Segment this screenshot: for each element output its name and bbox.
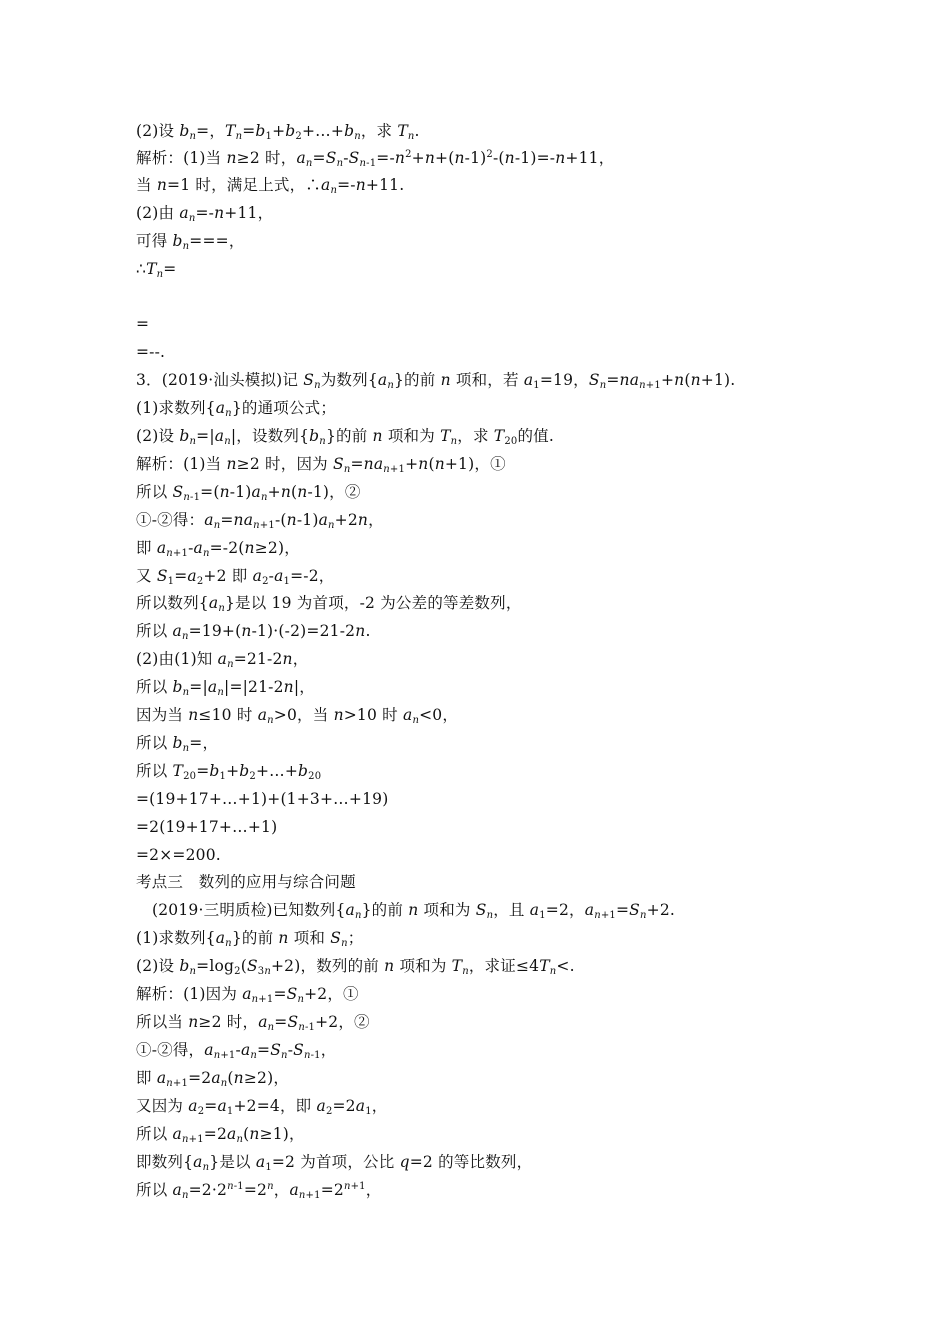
text-line: $\therefore T_n=$	[136, 260, 177, 280]
text-line: (1)求数列$\{a_n\}$的前 n 项和 $S_n$；	[136, 929, 364, 949]
text-line: (2)设 $b_n=|a_n|$，设数列$\{b_n\}$的前 n 项和为 $T_n$，求 $T_{20}$的值.	[136, 427, 554, 447]
text-line: 3．(2019·汕头模拟)记 $S_n$为数列$\{a_n\}$的前 n 项和，若 $a_1=19$，$S_n=na_{n+1}+n(n+1)$.	[136, 371, 736, 391]
text-line: 又因为 $a_2=a_1+2=4$，即 $a_2=2a_1$，	[136, 1097, 388, 1117]
text-line: 当 n=1 时，满足上式，$\therefore a_n=-n+11$.	[136, 176, 405, 196]
text-line: 所以 $b_n=$，	[136, 734, 219, 754]
text-line: 所以 $a_n=2\cdot 2^{n-1}=2^n$，$a_{n+1}=2^{n+1}$，	[136, 1181, 382, 1201]
text-line: 所以 $T_{20}=b_1+b_2+\dots+b_{20}$	[136, 762, 322, 782]
text-line: 所以 $a_n=19+(n-1)\cdot(-2)=21-2n$.	[136, 622, 371, 642]
text-line: (2019·三明质检)已知数列$\{a_n\}$的前 n 项和为 $S_n$，且 $a_1=2$，$a_{n+1}=S_n+2$.	[152, 901, 676, 921]
text-line: =--.	[136, 343, 166, 361]
text-line: =	[136, 315, 150, 333]
text-line: =2×=200.	[136, 846, 221, 864]
text-line: 解析：(1)当 n≥2 时，$a_n=S_n-S_{n-1}=-n^2+n+(n-1)^2-(n-1)=-n+11$，	[136, 149, 615, 169]
text-line: ①-②得：$a_n=na_{n+1}-(n-1)a_n+2n$，	[136, 511, 384, 531]
text-line: 即 $a_{n+1}=2a_n(n\ge 2)$，	[136, 1069, 290, 1089]
text-line: 解析：(1)因为 $a_{n+1}=S_n+2$，①	[136, 985, 359, 1005]
text-line: 因为当 n≤10 时 $a_n>0$，当 n>10 时 $a_n<0$，	[136, 706, 459, 726]
text-line: =2(19+17+…+1)	[136, 818, 278, 836]
text-line: 解析：(1)当 n≥2 时，因为 $S_n=na_{n+1}+n(n+1)$，①	[136, 455, 506, 475]
text-line: (2)由 $a_n=-n+11$，	[136, 204, 274, 224]
text-line: (1)求数列$\{a_n\}$的通项公式；	[136, 399, 337, 419]
text-line: 所以 $b_n=|a_n|=|21-2n|$，	[136, 678, 315, 698]
text-line: 所以 $S_{n-1}=(n-1)a_n+n(n-1)$，②	[136, 483, 361, 503]
text-line: =(19+17+…+1)+(1+3+…+19)	[136, 790, 389, 808]
text-line: 又 $S_1=a_2+2$ 即 $a_2-a_1=-2$，	[136, 567, 335, 587]
section-heading: 考点三 数列的应用与综合问题	[136, 873, 356, 891]
text-line: 所以 $a_{n+1}=2a_n(n\ge 1)$，	[136, 1125, 305, 1145]
text-line: 即 $a_{n+1}-a_n=-2(n\ge 2)$，	[136, 539, 300, 559]
text-line: (2)设 $b_n=$，$T_n=b_1+b_2+\dots+b_n$，求 $T_n$.	[136, 122, 420, 142]
text-line: 可得 $b_n===$，	[136, 232, 245, 252]
text-line: 所以当 n≥2 时，$a_n=S_{n-1}+2$，②	[136, 1013, 370, 1033]
text-line: 即数列$\{a_n\}$是以 $a_1=2$ 为首项，公比 q=2 的等比数列，	[136, 1153, 533, 1173]
text-line: (2)由(1)知 $a_n=21-2n$，	[136, 650, 309, 670]
text-line: ①-②得，$a_{n+1}-a_n=S_n-S_{n-1}$，	[136, 1041, 337, 1061]
text-line: 所以数列$\{a_n\}$是以 19 为首项，-2 为公差的等差数列，	[136, 594, 522, 614]
text-line: (2)设 $b_n=\log_2(S_{3n}+2)$，数列的前 n 项和为 $T_n$，求证$\le 4T_n<$.	[136, 957, 575, 977]
